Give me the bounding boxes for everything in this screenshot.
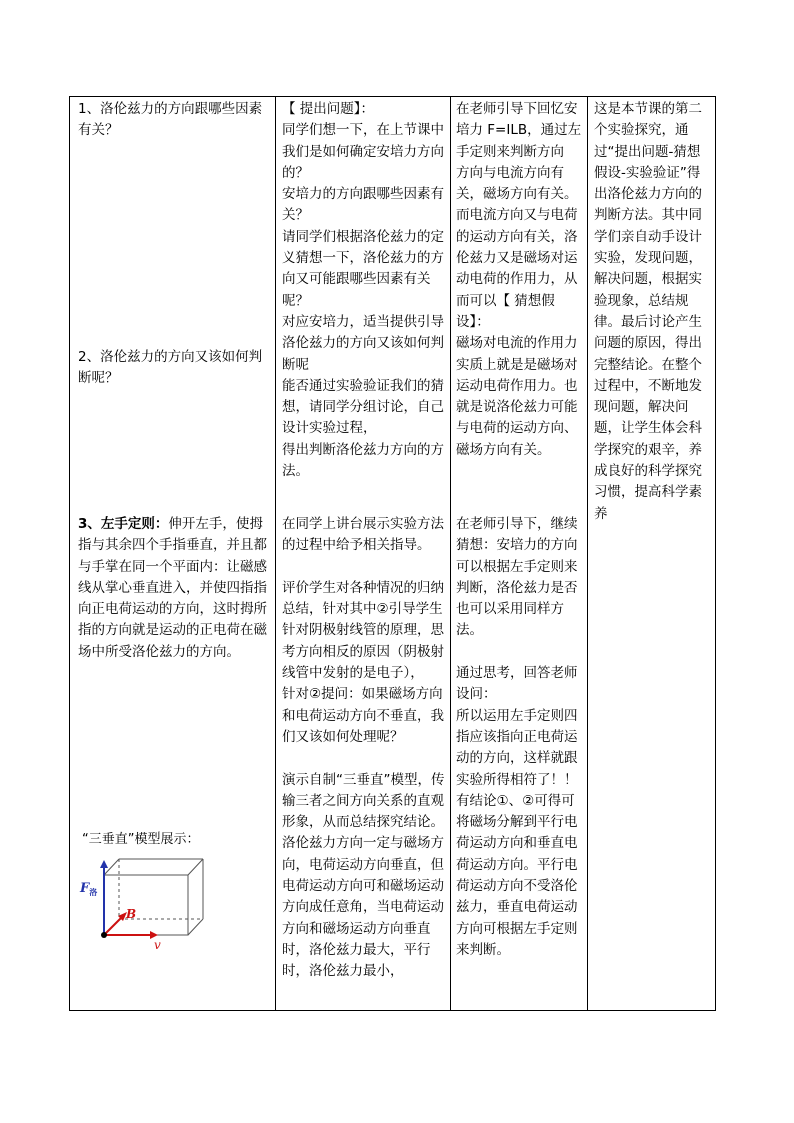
cube-edge — [188, 919, 203, 935]
left-hand-rule-title: 3、左手定则： — [78, 516, 169, 532]
column-divider — [275, 97, 276, 1010]
field-arrow — [104, 916, 123, 935]
cube-edge — [188, 859, 203, 875]
column-divider — [450, 97, 451, 1010]
force-label: $F_洛$ — [80, 881, 98, 897]
force-arrow-head — [100, 860, 108, 868]
left-hand-rule — [78, 514, 270, 663]
velocity-label: v — [154, 938, 161, 952]
design-intent: 这是本节课的第二个实验探究，通过“提出问题-猜想假设-实验验证”得出洛伦兹力方向的判断方法。其中同学们亲自动手设计实验，发现问题，解决问题，根据实验现象，总结规律。最后讨论产生问题的原因，得出完整结论。在整个过程中，不断地发现问题，解决问题，让学生体会科学探究的艰辛，养成良好的科学探究习惯，提高科学素养 — [594, 101, 702, 522]
student-activity-1: 在老师引导下回忆安培力 F=ILB，通过左手定则来判断方向 方向与电流方向有关，磁场方向有关。而电流方向又与电荷的运动方向有关，洛伦兹力又是磁场对运动电荷的作用力，从而可以【 猜想假设】： 磁场对电流的作用力实质上就是是磁场对运动电荷作用力。也就是说洛伦兹力可能与电荷的运动方向、磁场方向有关。 — [456, 101, 582, 458]
charge-origin — [101, 932, 107, 938]
column-divider — [587, 97, 588, 1010]
teacher-activity-2: 在同学上讲台展示实验方法的过程中给予相关指导。 评价学生对各种情况的归纳总结，针对其中②引导学生针对阴极射线管的原理，思考方向相反的原因（阴极射线管中发射的是电子）， 针对②提问：如果磁场方向和电荷运动方向不垂直，我们又该如何处理呢？ 演示自制“三垂直”模型，传输三者之间方向关系的直观形象，从而总结探究结论。 洛伦兹力方向一定与磁场方向，电荷运动方向垂直，但电荷运动方向可和磁场运动方向成任意角，当电荷运动方向和磁场运动方向垂直时，洛伦兹力最大，平行时，洛伦兹力最小， — [282, 516, 445, 980]
left-hand-rule-text: 伸开左手，使拇指与其余四个手指垂直，并且都与手掌在同一个平面内：让磁感线从掌心垂直进入，并使四指指向正电荷运动的方向，这时拇所指的方向就是运动的正电荷在磁场中所受洛伦兹力的方向。 — [78, 516, 267, 660]
question-2: 2、洛伦兹力的方向又该如何判断呢？ — [78, 349, 263, 387]
cube-front-face — [104, 875, 188, 935]
three-perpendicular-diagram — [76, 852, 226, 952]
teacher-activity-1: 【 提出问题】： 同学们想一下，在上节课中我们是如何确定安培力方向的？ 安培力的方向跟哪些因素有关？ 请同学们根据洛伦兹力的定义猜想一下，洛伦兹力的方向又可能跟哪些因素有关呢？ 对应安培力，适当提供引导 洛伦兹力的方向又该如何判断呢 能否通过实验验证我们的猜想，请同学分组讨论，自己设计实验过程， 得出判断洛伦兹力方向的方法。 — [282, 101, 444, 480]
model-caption: “三垂直”模型展示： — [82, 832, 200, 847]
lesson-table — [69, 96, 716, 1011]
question-1: 1、洛伦兹力的方向跟哪些因素有关？ — [78, 101, 263, 139]
student-activity-2: 在老师引导下，继续猜想：安培力的方向可以根据左手定则来判断，洛伦兹力是否也可以采用同样方法。 通过思考，回答老师设问： 所以运用左手定则四指应该指向正电荷运动的方向，这样就跟实验所得相符了！！ 有结论①、②可得可将磁场分解到平行电荷运动方向和垂直电荷运动方向。平行电荷运动方向不受洛伦兹力，垂直电荷运动方向可根据左手定则来判断。 — [456, 516, 578, 958]
field-label: B — [126, 907, 137, 921]
